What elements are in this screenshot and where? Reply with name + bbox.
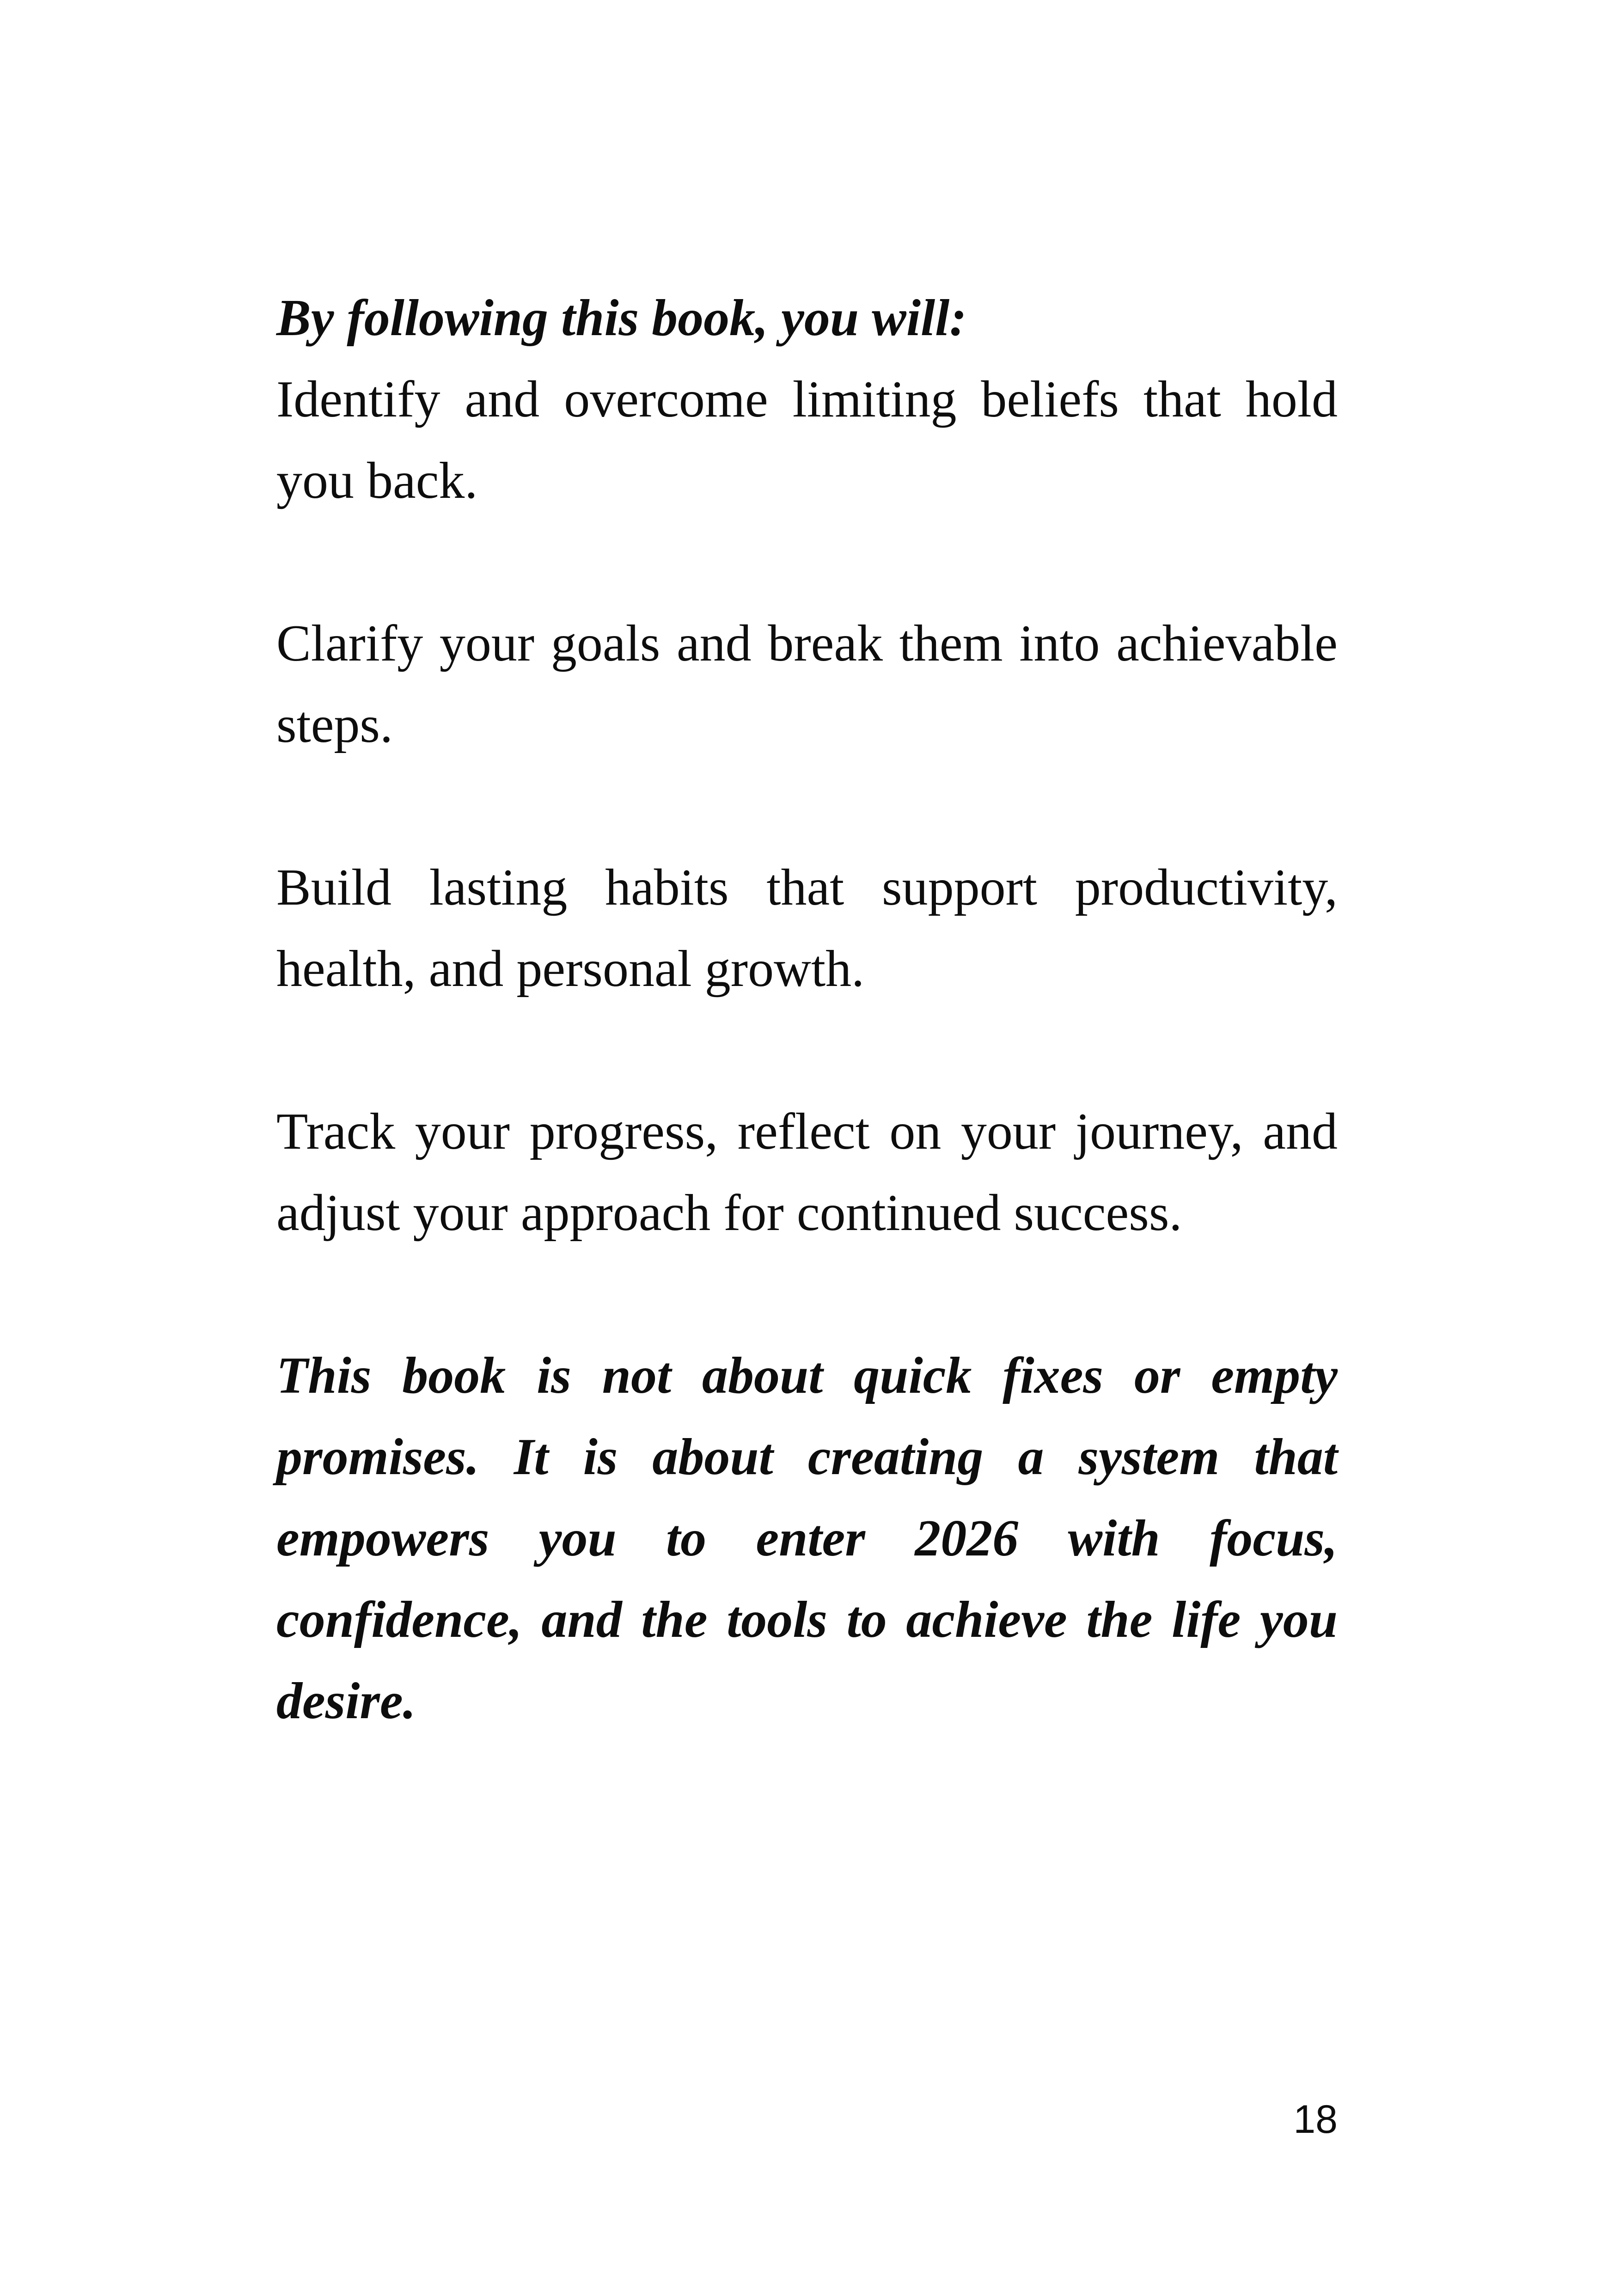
page-content xyxy=(276,277,1338,1742)
closing-statement: This book is not about quick fixes or empty promises. It is about creating a system that empowers you to enter 2026 with focus, confidence, and the tools to achieve the life you desire. xyxy=(276,1347,1338,1730)
benefit-paragraph-4: Track your progress, reflect on your journey, and adjust your approach for continued success. xyxy=(276,1103,1338,1242)
intro-heading: By following this book, you will: xyxy=(276,289,967,347)
page-number: 18 xyxy=(1293,2097,1338,2142)
benefit-paragraph-3: Build lasting habits that support productivity, health, and personal growth. xyxy=(276,859,1338,998)
benefit-paragraph-1: Identify and overcome limiting beliefs that hold you back. xyxy=(276,371,1338,509)
benefit-paragraph-2: Clarify your goals and break them into achievable steps. xyxy=(276,615,1338,753)
